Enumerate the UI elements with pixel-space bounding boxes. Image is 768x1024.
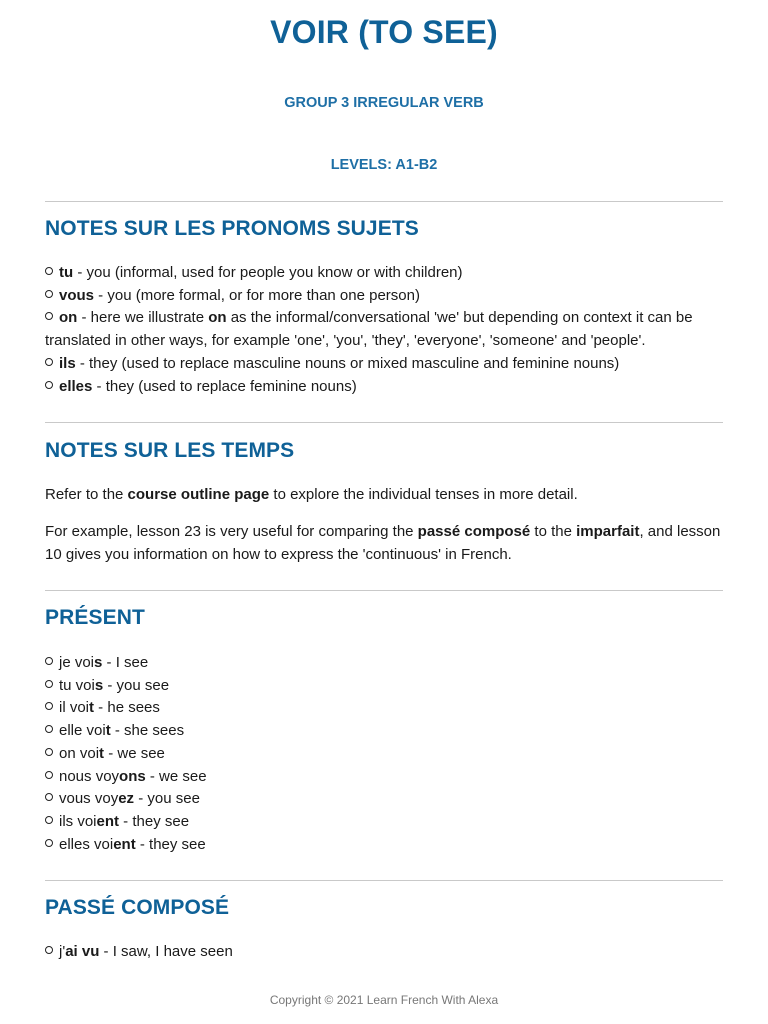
list-item: je vois - I see — [45, 652, 725, 675]
list-item: vous voyez - you see — [45, 788, 725, 811]
bullet-icon — [45, 267, 53, 275]
list-item: on - here we illustrate on as the informal/conversational 'we' but depending on context it can be translated in other ways, for example 'one', 'you', 'they', 'everyone', 'someone' and 'people'. — [45, 309, 693, 350]
bullet-icon — [45, 702, 53, 710]
list-item: vous - you (more formal, or for more than one person) — [45, 285, 725, 308]
bullet-icon — [45, 946, 53, 954]
bullet-icon — [45, 725, 53, 733]
list-item: ils - they (used to replace masculine nouns or mixed masculine and feminine nouns) — [45, 353, 725, 376]
list-item: elle voit - she sees — [45, 720, 725, 743]
divider — [45, 201, 723, 202]
bullet-icon — [45, 358, 53, 366]
tenses-paragraph-2: For example, lesson 23 is very useful for comparing the passé composé to the imparfait, and lesson 10 gives you information on how to express the 'continuous' in French. — [45, 523, 721, 563]
tenses-paragraph-1: Refer to the course outline page to explore the individual tenses in more detail. — [45, 486, 578, 503]
bullet-icon — [45, 771, 53, 779]
list-item: tu - you (informal, used for people you know or with children) — [45, 262, 725, 285]
bullet-icon — [45, 290, 53, 298]
verb-group: GROUP 3 IRREGULAR VERB — [284, 95, 484, 111]
divider — [45, 422, 723, 423]
bullet-icon — [45, 680, 53, 688]
bullet-icon — [45, 657, 53, 665]
list-item: elles voient - they see — [45, 834, 725, 857]
section-heading-pronouns: NOTES SUR LES PRONOMS SUJETS — [45, 217, 419, 240]
list-item: on voit - we see — [45, 743, 725, 766]
list-item: elles - they (used to replace feminine nouns) — [45, 376, 725, 399]
page-title: VOIR (TO SEE) — [270, 14, 498, 50]
list-item: nous voyons - we see — [45, 766, 725, 789]
copyright-footer: Copyright © 2021 Learn French With Alexa — [269, 993, 499, 1007]
divider — [45, 590, 723, 591]
course-outline-link[interactable]: course outline page — [127, 486, 270, 503]
pronoun-list — [45, 262, 725, 398]
bullet-icon — [45, 748, 53, 756]
bullet-icon — [45, 793, 53, 801]
bullet-icon — [45, 839, 53, 847]
passe-compose-list — [45, 941, 725, 964]
section-heading-present: PRÉSENT — [45, 606, 145, 629]
list-item: ils voient - they see — [45, 811, 725, 834]
bullet-icon — [45, 381, 53, 389]
bullet-icon — [45, 312, 53, 320]
bullet-icon — [45, 816, 53, 824]
list-item: il voit - he sees — [45, 697, 725, 720]
section-heading-passe-compose: PASSÉ COMPOSÉ — [45, 896, 230, 919]
divider — [45, 880, 723, 881]
levels: LEVELS: A1-B2 — [330, 157, 438, 173]
present-conjugation-list — [45, 652, 725, 856]
section-heading-tenses: NOTES SUR LES TEMPS — [45, 439, 295, 462]
list-item: tu vois - you see — [45, 675, 725, 698]
list-item: j'ai vu - I saw, I have seen — [45, 941, 725, 964]
